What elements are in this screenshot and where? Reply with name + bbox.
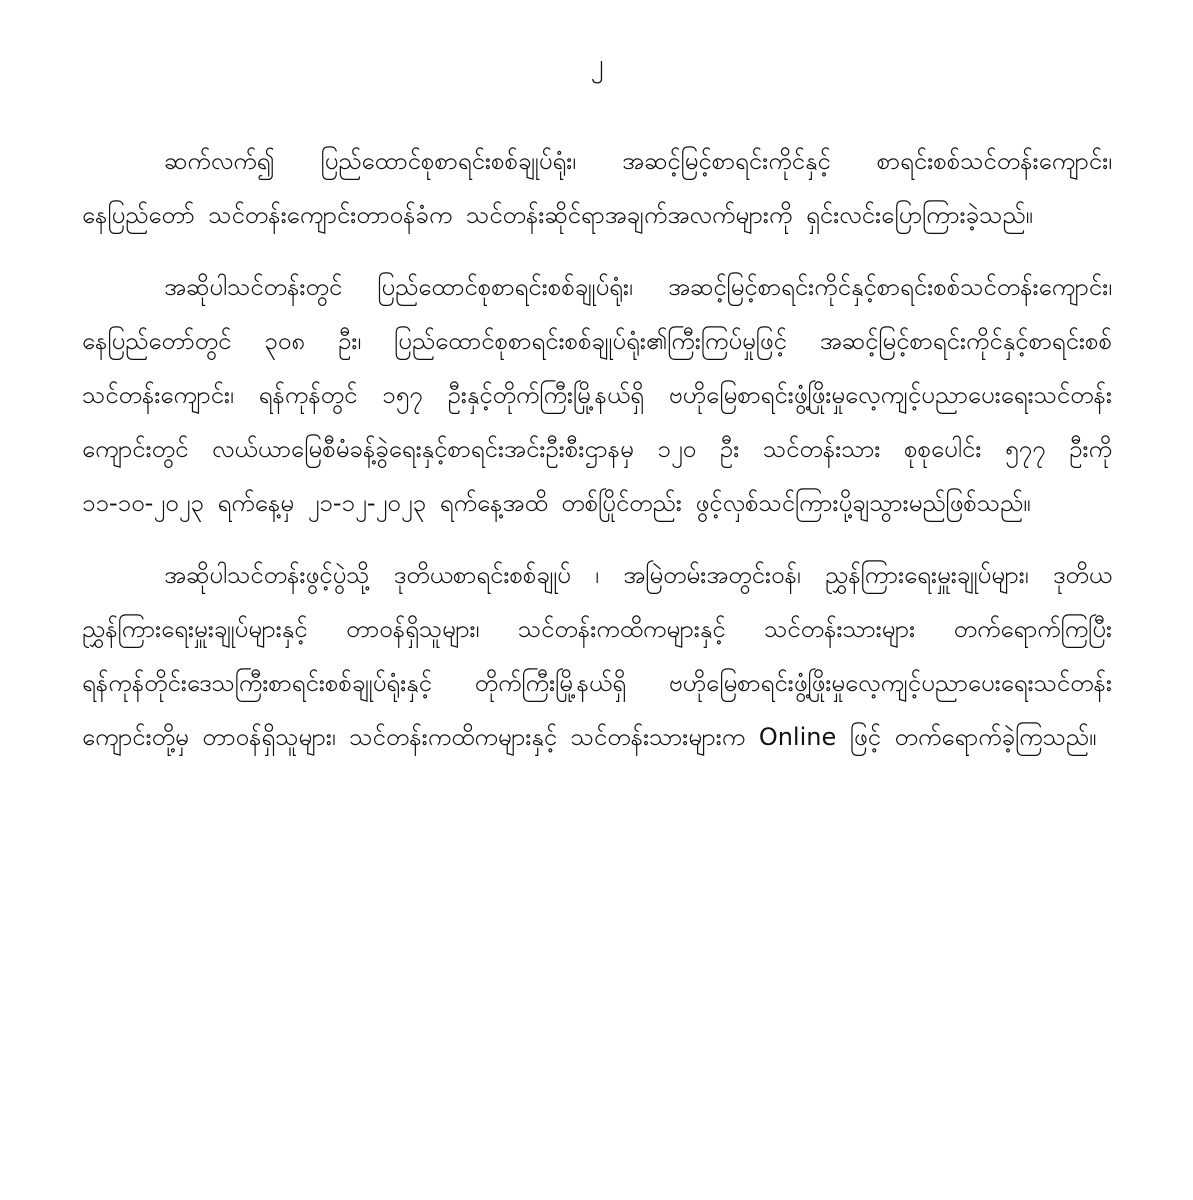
paragraph-1: ဆက်လက်၍ ပြည်ထောင်စုစာရင်းစစ်ချုပ်ရုံး၊ အဆင့်မြင့်စာရင်းကိုင်နှင့် စာရင်းစစ်သင်တန်းကျောင်း၊ နေပြည်တော် သင်တန်းကျောင်းတာဝန်ခံက သင်တန်းဆိုင်ရာအချက်အလက်များကို ရှင်းလင်းပြောကြားခဲ့သည်။	[82, 147, 1112, 229]
document-page	[82, 44, 1112, 1164]
paragraph-3: အဆိုပါသင်တန်းဖွင့်ပွဲသို့ ဒုတိယစာရင်းစစ်ချုပ် ၊ အမြဲတမ်းအတွင်းဝန်၊ ညွှန်ကြားရေးမှူးချုပ်များ၊ ဒုတိယညွှန်ကြားရေးမှူးချုပ်များနှင့် တာဝန်ရှိသူများ၊ သင်တန်းကထိကများနှင့် သင်တန်းသားများ တက်ရောက်ကြပြီး ရန်ကုန်တိုင်းဒေသကြီးစာရင်းစစ်ချုပ်ရုံးနှင့် တိုက်ကြီးမြို့နယ်ရှိ ဗဟိုမြေစာရင်းဖွံ့ဖြိုးမှုလေ့ကျင့်ပညာပေးရေးသင်တန်းကျောင်းတို့မှ တာဝန်ရှိသူများ၊ သင်တန်းကထိကများနှင့် သင်တန်းသားများက Online ဖြင့် တက်ရောက်ခဲ့ကြသည်။	[82, 561, 1112, 751]
paragraph-2: အဆိုပါသင်တန်းတွင် ပြည်ထောင်စုစာရင်းစစ်ချုပ်ရုံး၊ အဆင့်မြင့်စာရင်းကိုင်နှင့်စာရင်းစစ်သင်တန်းကျောင်း၊ နေပြည်တော်တွင် ၃၀၈ ဦး၊ ပြည်ထောင်စုစာရင်းစစ်ချုပ်ရုံး၏ကြီးကြပ်မှုဖြင့် အဆင့်မြင့်စာရင်းကိုင်နှင့်စာရင်းစစ်သင်တန်းကျောင်း၊ ရန်ကုန်တွင် ၁၅၇ ဦးနှင့်တိုက်ကြီးမြို့နယ်ရှိ ဗဟိုမြေစာရင်းဖွံ့ဖြိုးမှုလေ့ကျင့်ပညာပေးရေးသင်တန်းကျောင်းတွင် လယ်ယာမြေစီမံခန့်ခွဲရေးနှင့်စာရင်းအင်းဦးစီးဌာနမှ ၁၂၀ ဦး သင်တန်းသား စုစုပေါင်း ၅၇၇ ဦးကို ၁၁-၁၀-၂၀၂၃ ရက်နေ့မှ ၂၁-၁၂-၂၀၂၃ ရက်နေ့အထိ တစ်ပြိုင်တည်း ဖွင့်လှစ်သင်ကြားပို့ချသွားမည်ဖြစ်သည်။	[82, 273, 1112, 517]
page-number: ၂	[590, 49, 604, 79]
